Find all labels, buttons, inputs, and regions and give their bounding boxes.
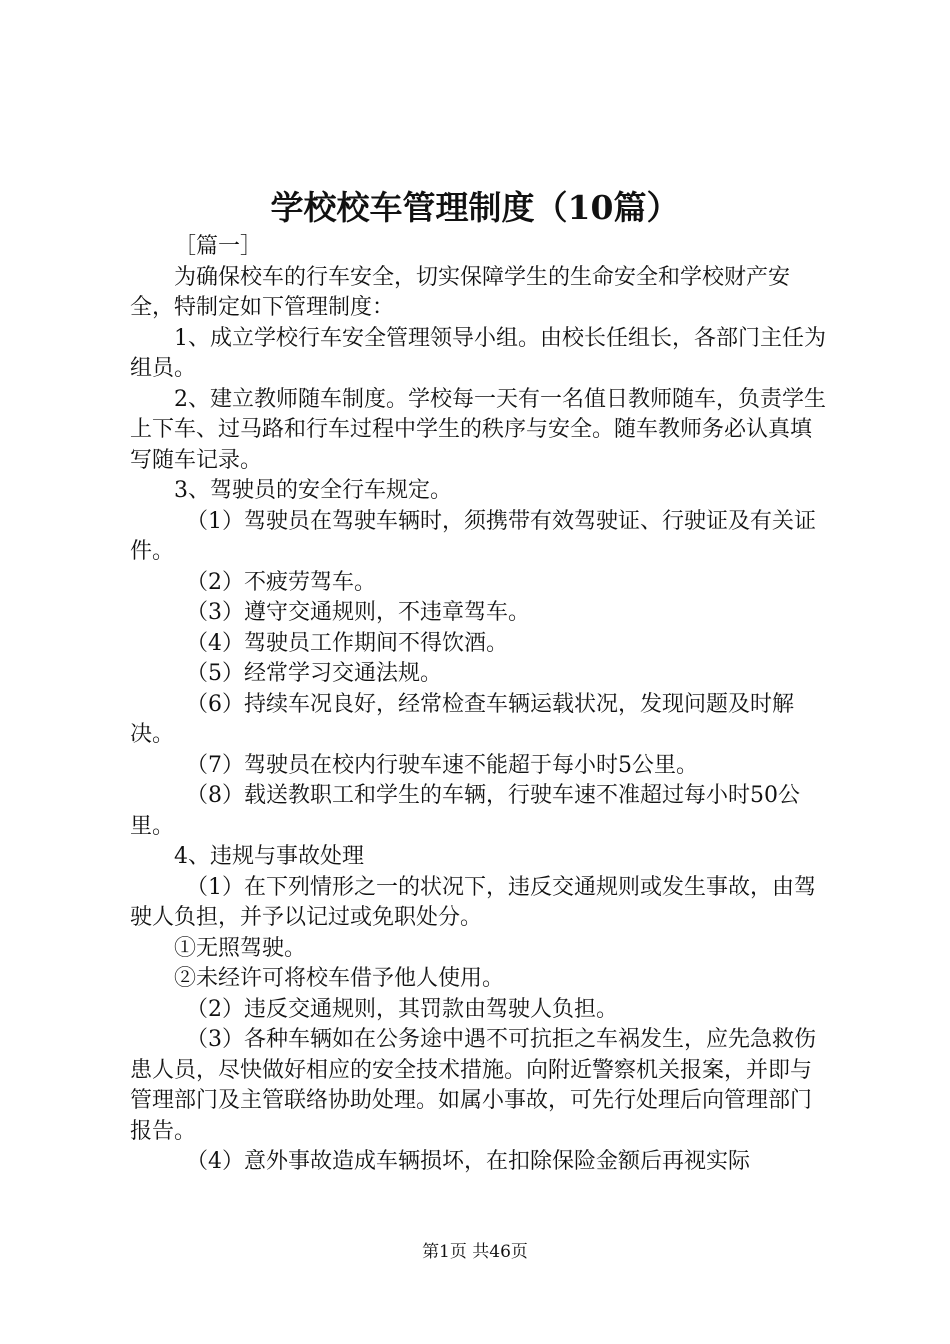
- paragraph: （4）驾驶员工作期间不得饮酒。: [186, 630, 508, 656]
- page-footer: 第1页 共46页: [422, 1242, 528, 1262]
- paragraph: 4、违规与事故处理: [174, 844, 364, 869]
- paragraph: （8）载送教职工和学生的车辆，行驶车速不准超过每小时50公里。: [130, 783, 800, 839]
- section-heading: ［篇一］: [174, 234, 263, 259]
- paragraph: （3）各种车辆如在公务途中遇不可抗拒之车祸发生，应先急救伤患人员，尽快做好相应的安全技术措施。向附近警察机关报案，并即与管理部门及主管联络协助处理。如属小事故，可先行处理后向管理部门报告。: [130, 1027, 816, 1144]
- document-title: 学校校车管理制度（10篇）: [270, 188, 680, 227]
- paragraph: 3、驾驶员的安全行车规定。: [174, 478, 452, 503]
- paragraph: （3）遵守交通规则，不违章驾车。: [186, 600, 530, 625]
- paragraph: 1、成立学校行车安全管理领导小组。由校长任组长，各部门主任为组员。: [130, 325, 826, 381]
- document-body: [130, 232, 830, 1178]
- paragraph: （1）驾驶员在驾驶车辆时，须携带有效驾驶证、行驶证及有关证件。: [130, 508, 816, 564]
- paragraph: （4）意外事故造成车辆损坏，在扣除保险金额后再视实际: [186, 1149, 750, 1174]
- paragraph: （2）违反交通规则，其罚款由驾驶人负担。: [186, 996, 618, 1022]
- paragraph: ②未经许可将校车借予他人使用。: [174, 966, 505, 991]
- paragraph: （5）经常学习交通法规。: [186, 661, 442, 686]
- paragraph: （7）驾驶员在校内行驶车速不能超于每小时5公里。: [186, 752, 698, 778]
- paragraph: （2）不疲劳驾车。: [186, 569, 376, 595]
- paragraph: 为确保校车的行车安全，切实保障学生的生命安全和学校财产安全，特制定如下管理制度：: [130, 264, 791, 320]
- paragraph: ①无照驾驶。: [174, 935, 307, 961]
- paragraph: （6）持续车况良好，经常检查车辆运载状况，发现问题及时解决。: [130, 691, 794, 747]
- paragraph: 2、建立教师随车制度。学校每一天有一名值日教师随车，负责学生上下车、过马路和行车过程中学生的秩序与安全。随车教师务必认真填写随车记录。: [130, 386, 826, 473]
- paragraph: （1）在下列情形之一的状况下，违反交通规则或发生事故，由驾驶人负担，并予以记过或免职处分。: [130, 874, 816, 930]
